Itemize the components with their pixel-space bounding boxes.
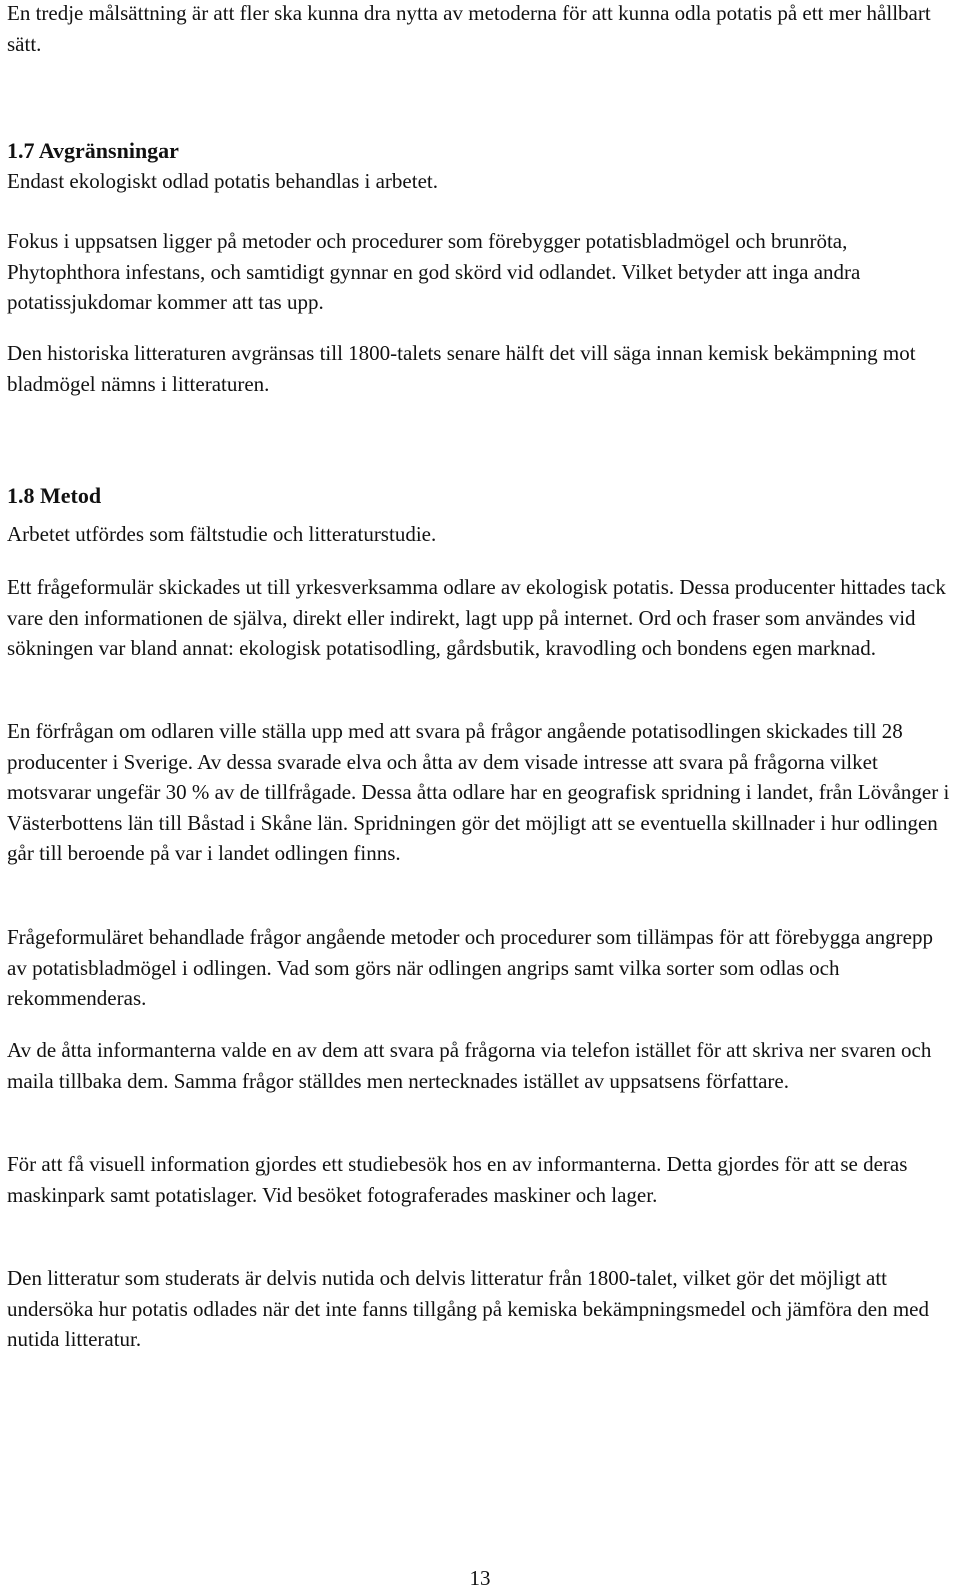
heading-metod: 1.8 Metod: [7, 483, 102, 508]
intro-paragraph: En tredje målsättning är att fler ska kunna dra nytta av metoderna för att kunna odla potatis på ett mer hållbart sätt.: [7, 1, 931, 56]
method-paragraph-3: En förfrågan om odlaren ville ställa upp med att svara på frågor angående potatisodlingen skickades till 28 producenter i Sverige. Av dessa svarade elva och åtta av dem visade intresse att svara på frågorna vilket motsvarar ungefär 30 % av de tillfrågade. Dessa åtta odlare har en geografisk spridning i landet, från Lövånger i Västerbottens län till Båstad i Skåne län. Spridningen gör det möjligt att se eventuella skillnader i hur odlingen går till beroende på var i landet odlingen finns.: [7, 719, 950, 865]
method-paragraph-6: För att få visuell information gjordes ett studiebesök hos en av informanterna. Detta gjordes för att se deras maskinpark samt potatislager. Vid besöket fotograferades maskiner och lager.: [7, 1152, 908, 1207]
scope-paragraph-2: Fokus i uppsatsen ligger på metoder och procedurer som förebygger potatisbladmögel och brunröta, Phytophthora infestans, och samtidigt gynnar en god skörd vid odlandet. Vilket betyder att inga andra potatissjukdomar kommer att tas upp.: [7, 229, 861, 314]
scope-paragraph-3: Den historiska litteraturen avgränsas till 1800-talets senare hälft det vill säga innan kemisk bekämpning mot bladmögel nämns i litteraturen.: [7, 341, 916, 396]
heading-avgransningar: 1.7 Avgränsningar: [7, 138, 179, 163]
scope-paragraph-1: Endast ekologiskt odlad potatis behandlas i arbetet.: [7, 169, 438, 193]
method-paragraph-4: Frågeformuläret behandlade frågor angående metoder och procedurer som tillämpas för att förebygga angrepp av potatisbladmögel i odlingen. Vad som görs när odlingen angrips samt vilka sorter som odlas och rekommenderas.: [7, 925, 933, 1010]
method-paragraph-1: Arbetet utfördes som fältstudie och litteraturstudie.: [7, 522, 437, 546]
method-paragraph-7: Den litteratur som studerats är delvis nutida och delvis litteratur från 1800-talet, vilket gör det möjligt att undersöka hur potatis odlades när det inte fanns tillgång på kemiska bekämpningsmedel och jämföra den med nutida litteratur.: [7, 1266, 929, 1351]
method-paragraph-2: Ett frågeformulär skickades ut till yrkesverksamma odlare av ekologisk potatis. Dessa producenter hittades tack vare den informationen de själva, direkt eller indirekt, lagt upp på internet. Ord och fraser som användes vid sökningen var bland annat: ekologisk potatisodling, gårdsbutik, kravodling och bondens egen marknad.: [7, 575, 946, 660]
page-number: 13: [469, 1566, 491, 1590]
method-paragraph-5: Av de åtta informanterna valde en av dem att svara på frågorna via telefon istället för att skriva ner svaren och maila tillbaka dem. Samma frågor ställdes men nertecknades istället av uppsatsens författare.: [7, 1038, 932, 1093]
